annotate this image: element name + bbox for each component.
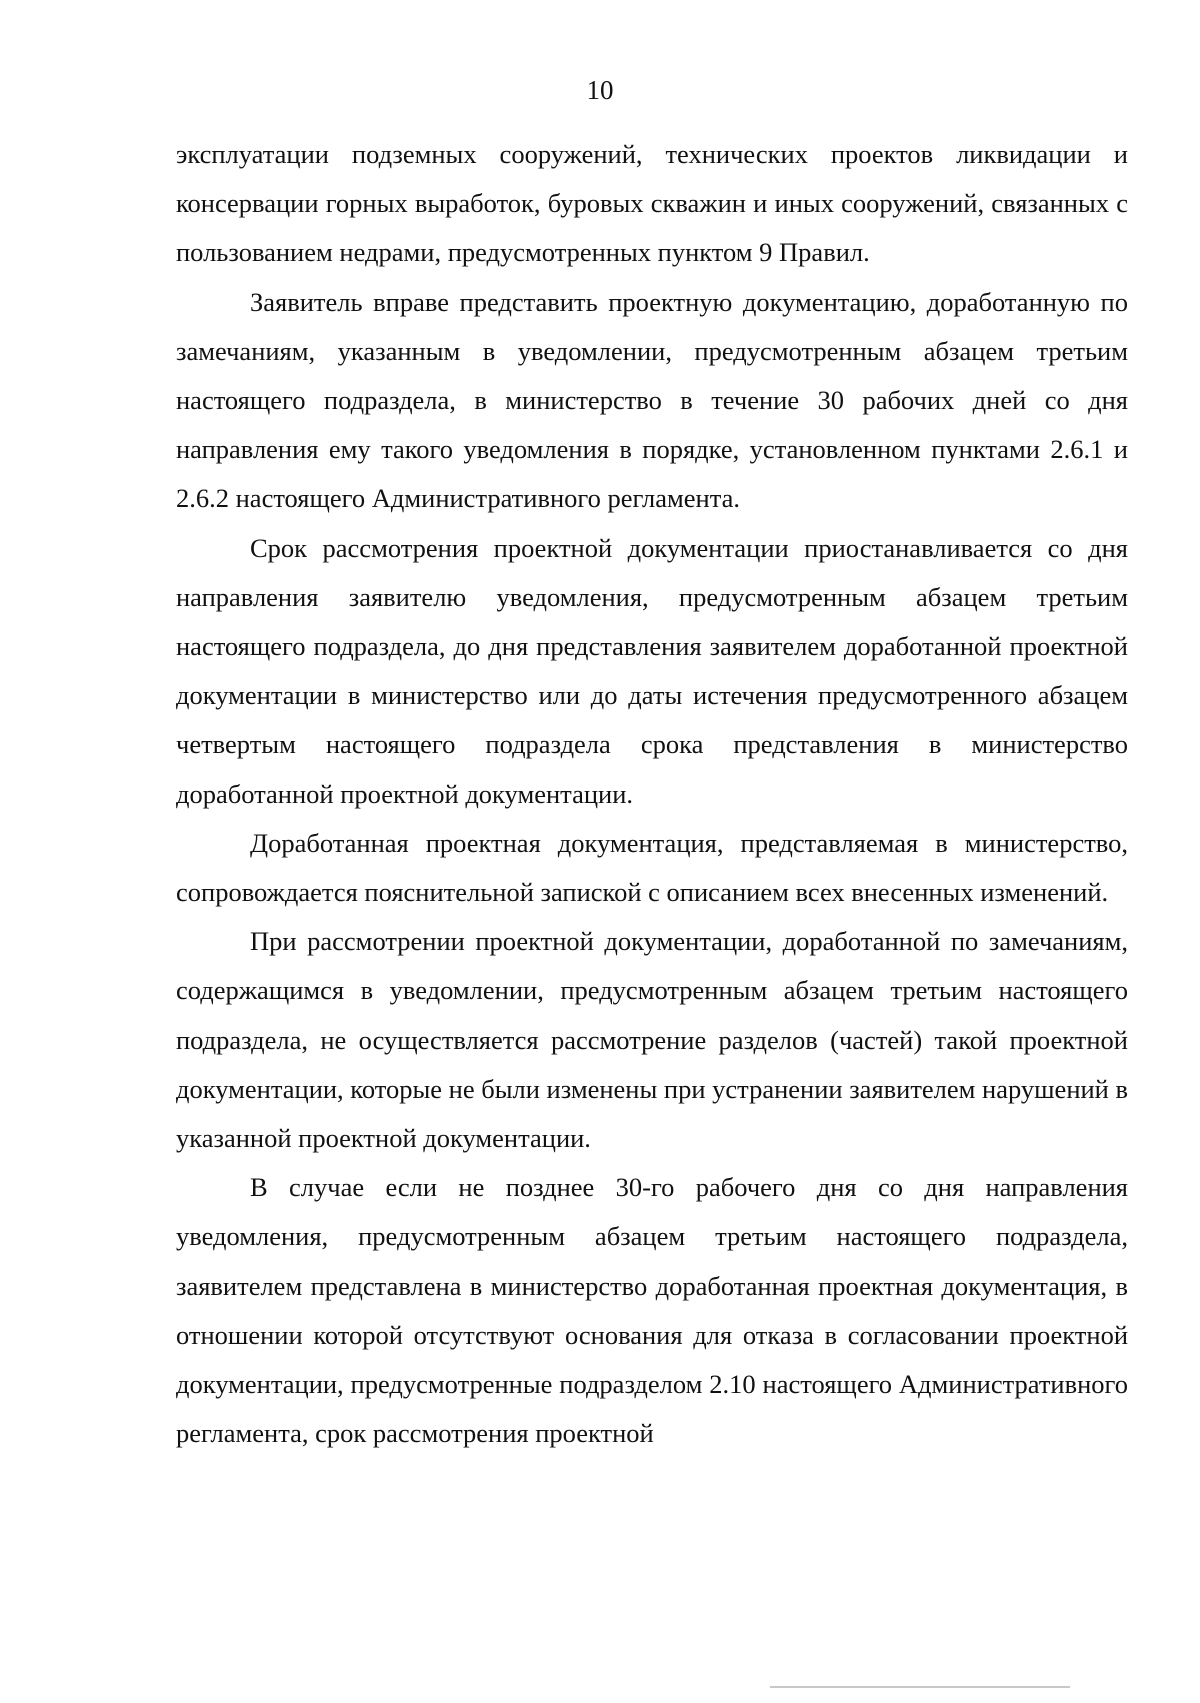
paragraph-3: Срок рассмотрения проектной документации приостанавливается со дня направления заявителю уведомления, предусмотренным абзацем третьим настоящего подраздела, до дня представления заявителем доработанной проектной документации в министерство или до даты истечения предусмотренного абзацем четвертым настоящего подраздела срока представления в министерство доработанной проектной документации.: [176, 532, 1128, 809]
page-number: 10: [586, 75, 614, 105]
paragraph-6: В случае если не позднее 30-го рабочего дня со дня направления уведомления, предусмотренным абзацем третьим настоящего подраздела, заявителем представлена в министерство доработанная проектная документация, в отношении которой отсутствуют основания для отказа в согласовании проектной документации, предусмотренные подразделом 2.10 настоящего Административного регламента, срок рассмотрения проектной: [176, 1172, 1128, 1449]
paragraph-2: Заявитель вправе представить проектную документацию, доработанную по замечаниям, указанным в уведомлении, предусмотренным абзацем третьим настоящего подраздела, в министерство в течение 30 рабочих дней со дня направления ему такого уведомления в порядке, установленном пунктами 2.6.1 и 2.6.2 настоящего Административного регламента.: [176, 286, 1128, 514]
paragraph-4: Доработанная проектная документация, представляемая в министерство, сопровождается пояснительной запиской с описанием всех внесенных изменений.: [176, 827, 1128, 908]
scan-artifact-bottom: [770, 1686, 1070, 1688]
paragraph-1: эксплуатации подземных сооружений, технических проектов ликвидации и консервации горных выработок, буровых скважин и иных сооружений, связанных с пользованием недрами, предусмотренных пунктом 9 Правил.: [176, 139, 1128, 268]
document-body: [176, 130, 1128, 1458]
paragraph-5: При рассмотрении проектной документации, доработанной по замечаниям, содержащимся в уведомлении, предусмотренным абзацем третьим настоящего подраздела, не осуществляется рассмотрение разделов (частей) такой проектной документации, которые не были изменены при устранении заявителем нарушений в указанной проектной документации.: [176, 926, 1128, 1154]
